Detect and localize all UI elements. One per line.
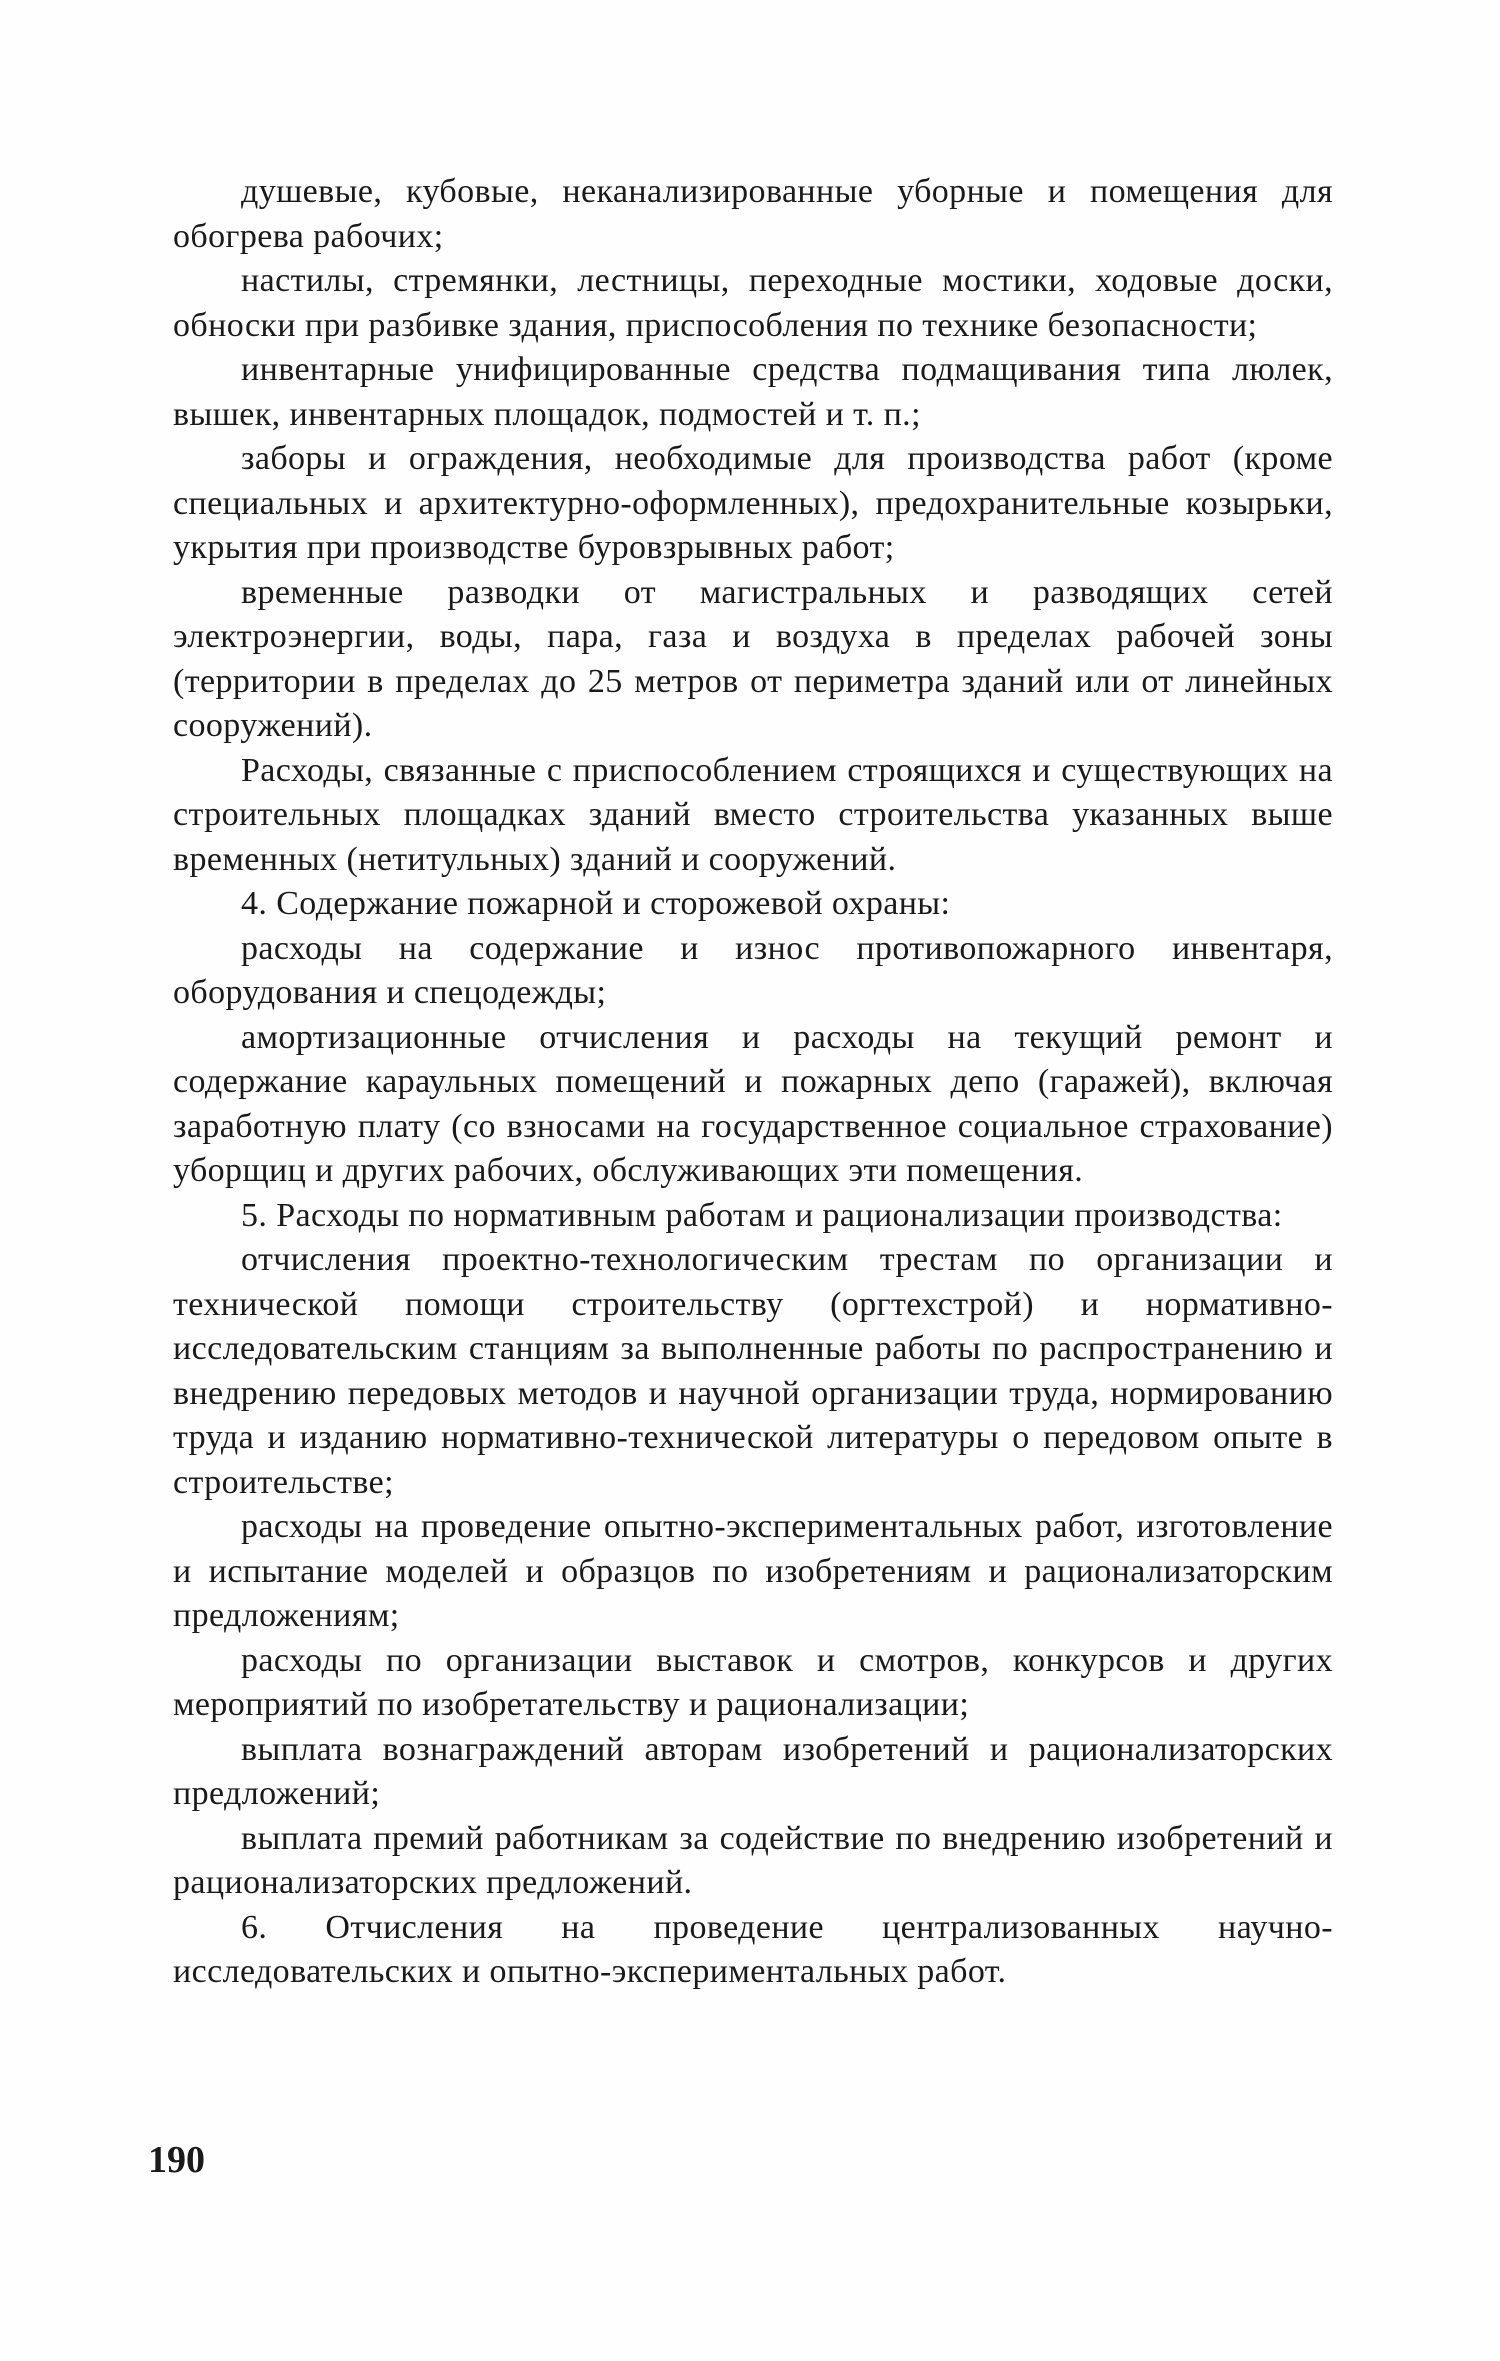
section-heading-6: 6. Отчисления на проведение централизованных научно-исследовательских и опытно-экспериментальных работ.: [173, 1908, 1333, 1990]
paragraph-experimental-works: расходы на проведение опытно-экспериментальных работ, изготовление и испытание моделей и образцов по изобретениям и рационализаторским предложениям;: [173, 1508, 1333, 1634]
paragraph-adaptation-costs: Расходы, связанные с приспособлением строящихся и существующих на строительных площадках зданий вместо строительства указанных выше временных (нетитульных) зданий и сооружений.: [173, 751, 1333, 878]
paragraph-fire-inventory: расходы на содержание и износ противопожарного инвентаря, оборудования и спецодежды;: [173, 929, 1333, 1011]
paragraph-trust-deductions: отчисления проектно-технологическим трестам по организации и технической помощи строительству (оргтехстрой) и нормативно-исследовательским станциям за выполненные работы по распространению и внедрению передовых методов и научной организации труда, нормированию труда и изданию нормативно-технической литературы о передовом опыте в строительстве;: [173, 1241, 1333, 1501]
paragraph-inventory-means: инвентарные унифицированные средства подмащивания типа люлек, вышек, инвентарных площадок, подмостей и т. п.;: [173, 351, 1333, 433]
paragraph-temporary-wiring: временные разводки от магистральных и разводящих сетей электроэнергии, воды, пара, газа и воздуха в пределах рабочей зоны (территории в пределах до 25 метров от периметра зданий или от линейных сооружений).: [173, 573, 1333, 744]
page-number: 190: [148, 2139, 205, 2181]
paragraph-fences: заборы и ограждения, необходимые для производства работ (кроме специальных и архитектурно-оформленных), предохранительные козырьки, укрытия при производстве буровзрывных работ;: [173, 440, 1333, 566]
page-body-text: [173, 170, 1333, 1995]
paragraph-depreciation: амортизационные отчисления и расходы на текущий ремонт и содержание караульных помещений и пожарных депо (гаражей), включая заработную плату (со взносами на государственное социальное страхование) уборщиц и других рабочих, обслуживающих эти помещения.: [173, 1018, 1333, 1189]
paragraph-author-rewards: выплата вознаграждений авторам изобретений и рационализаторских предложений;: [173, 1730, 1333, 1812]
paragraph-amenities: душевые, кубовые, неканализированные уборные и помещения для обогрева рабочих;: [173, 173, 1333, 255]
section-heading-5: 5. Расходы по нормативным работам и рационализации производства:: [241, 1196, 1283, 1234]
section-heading-4: 4. Содержание пожарной и сторожевой охраны:: [241, 885, 951, 922]
paragraph-bonuses: выплата премий работникам за содействие по внедрению изобретений и рационализаторских предложений.: [173, 1819, 1333, 1901]
paragraph-exhibitions: расходы по организации выставок и смотров, конкурсов и других мероприятий по изобретательству и рационализации;: [173, 1641, 1333, 1723]
paragraph-scaffolding: настилы, стремянки, лестницы, переходные мостики, ходовые доски, обноски при разбивке здания, приспособления по технике безопасности;: [173, 262, 1333, 344]
